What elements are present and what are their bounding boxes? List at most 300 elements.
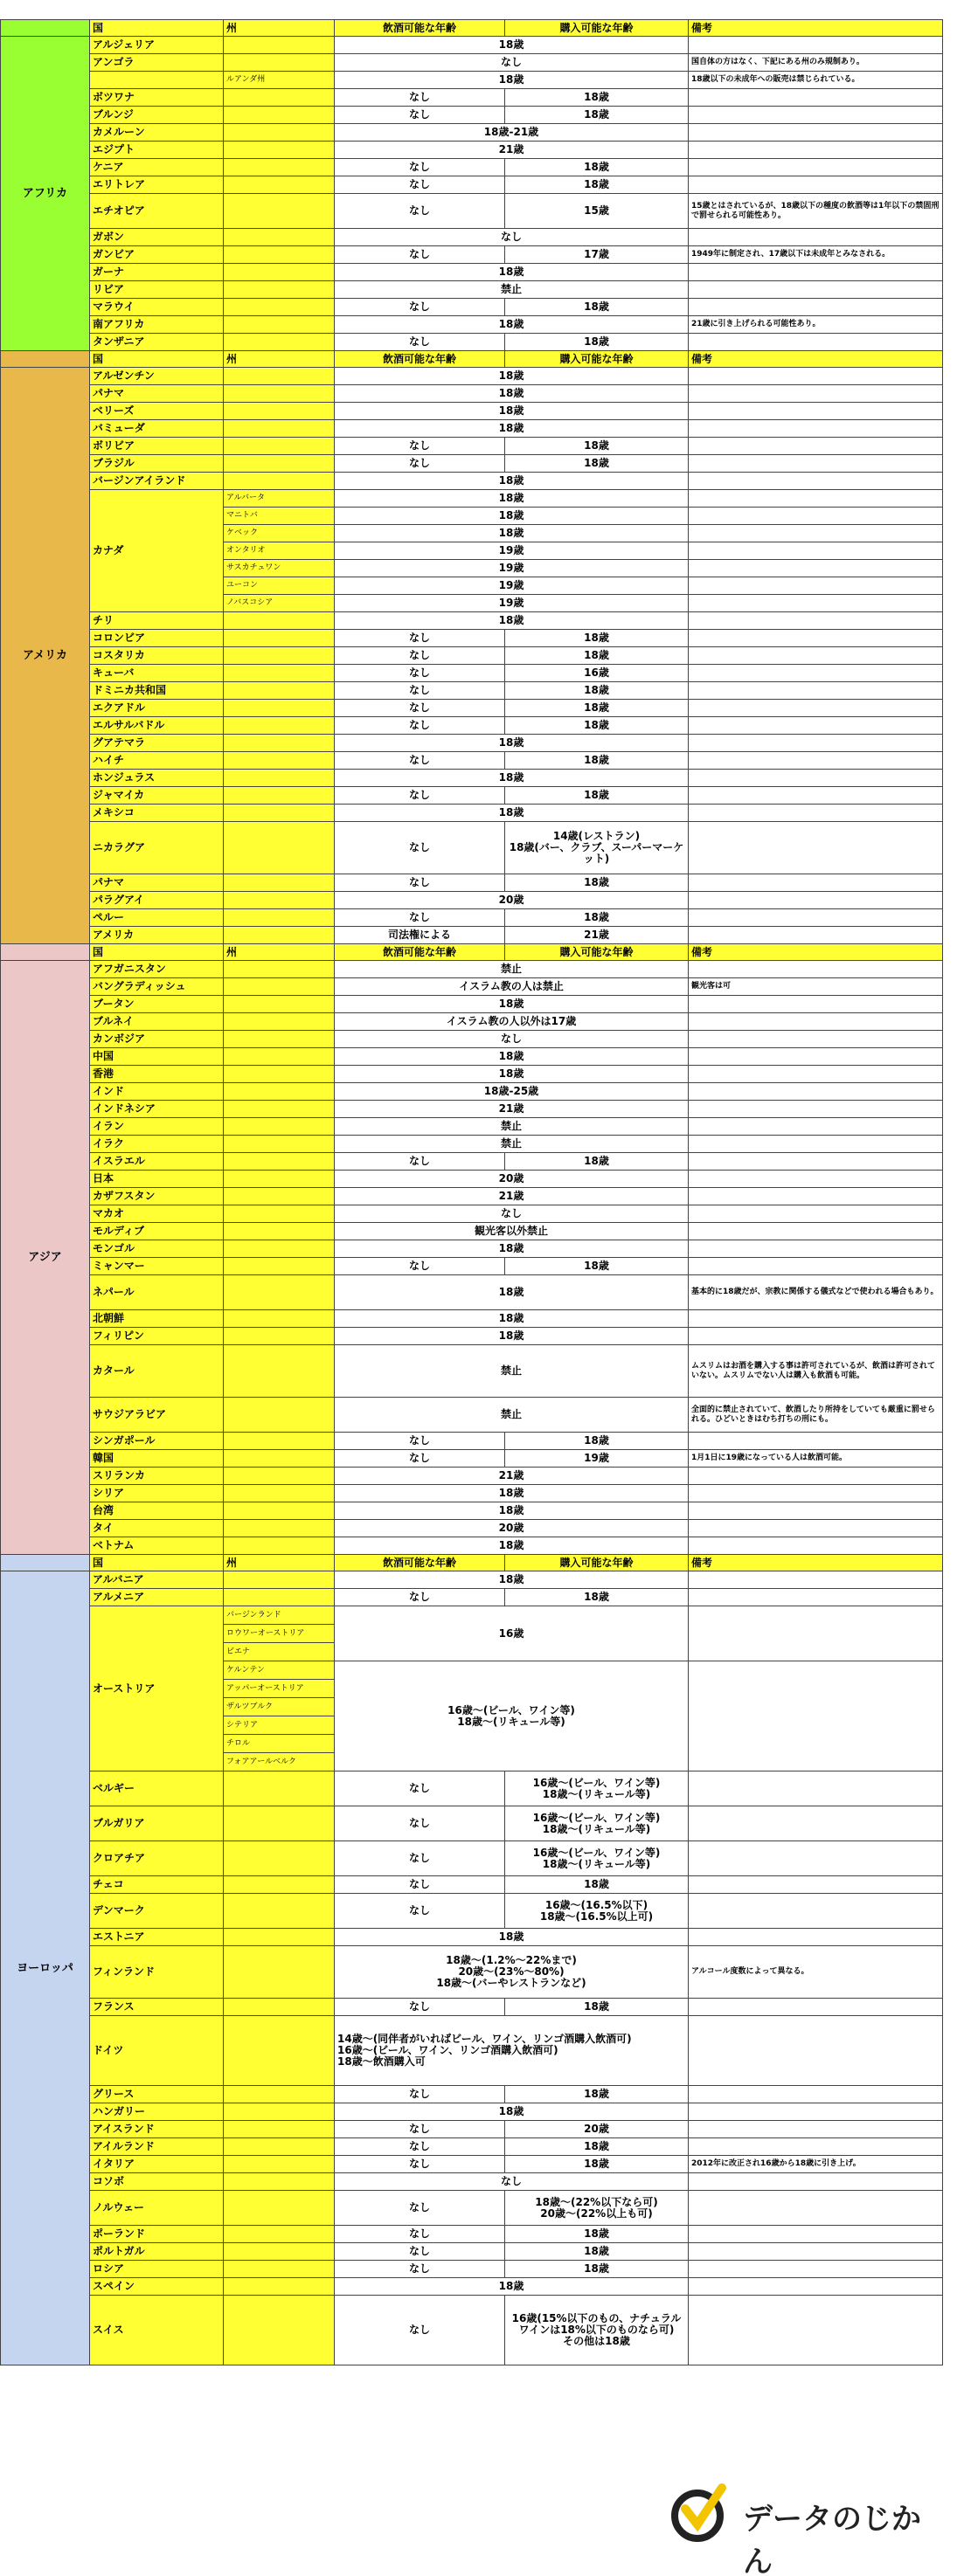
- country-name: ペルー: [90, 909, 224, 927]
- purchase-age: 18歳: [505, 1876, 689, 1894]
- country-name: イスラエル: [90, 1153, 224, 1171]
- table-row: [1, 1188, 943, 1205]
- note: [689, 2278, 943, 2296]
- country-name: パナマ: [90, 874, 224, 892]
- note: [689, 334, 943, 351]
- table-row: [1, 1240, 943, 1258]
- state-name: [224, 2173, 335, 2191]
- age-value: 18歳: [335, 1328, 689, 1345]
- country-name: ブータン: [90, 996, 224, 1013]
- table-row: [1, 1571, 943, 1589]
- state-name: [224, 717, 335, 735]
- note: 2012年に改正され16歳から18歳に引き上げ。: [689, 2156, 943, 2173]
- age-value: 禁止: [335, 1136, 689, 1153]
- note: [689, 630, 943, 647]
- age-value: 18歳: [335, 770, 689, 787]
- country-name: ボリビア: [90, 438, 224, 455]
- age-value: 18歳: [335, 805, 689, 822]
- state-name: [224, 1876, 335, 1894]
- purchase-age: 18歳: [505, 787, 689, 805]
- column-header-state: 州: [224, 944, 335, 961]
- table-row: [1, 1153, 943, 1171]
- note: [689, 2103, 943, 2121]
- drink-age: なし: [335, 176, 505, 194]
- table-row: [1, 1929, 943, 1946]
- table-row: [1, 612, 943, 630]
- note: [689, 2296, 943, 2365]
- note: [689, 37, 943, 54]
- country-name: コソボ: [90, 2173, 224, 2191]
- note: [689, 1876, 943, 1894]
- age-value: 18歳: [335, 72, 689, 89]
- country-name: シンガポール: [90, 1433, 224, 1450]
- country-name: モンゴル: [90, 1240, 224, 1258]
- note: [689, 124, 943, 142]
- state-name: ケルンテン: [224, 1661, 335, 1680]
- drink-age: なし: [335, 299, 505, 316]
- note: [689, 159, 943, 176]
- note: [689, 2138, 943, 2156]
- age-value: 18歳: [335, 1537, 689, 1555]
- state-name: [224, 665, 335, 682]
- note: [689, 1258, 943, 1275]
- table-row: [1, 2121, 943, 2138]
- note: [689, 1589, 943, 1606]
- country-name: ポルトガル: [90, 2243, 224, 2261]
- age-value: 18歳: [335, 403, 689, 420]
- note: [689, 1929, 943, 1946]
- country-name: エジプト: [90, 142, 224, 159]
- table-row: [1, 176, 943, 194]
- column-header-country: 国: [90, 351, 224, 368]
- note: [689, 961, 943, 978]
- state-name: [224, 1013, 335, 1031]
- age-value: なし: [335, 1031, 689, 1048]
- note: [689, 822, 943, 874]
- purchase-age: 18歳: [505, 438, 689, 455]
- table-row: [1, 717, 943, 735]
- note: [689, 1205, 943, 1223]
- purchase-age: 18歳: [505, 752, 689, 770]
- state-name: バージンランド: [224, 1606, 335, 1625]
- state-name: [224, 334, 335, 351]
- note: [689, 438, 943, 455]
- country-name: カンボジア: [90, 1031, 224, 1048]
- note: 観光客は可: [689, 978, 943, 996]
- state-name: [224, 1171, 335, 1188]
- purchase-age: 18歳: [505, 2156, 689, 2173]
- country-name: [90, 72, 224, 89]
- note: 21歳に引き上げられる可能性あり。: [689, 316, 943, 334]
- country-name: 香港: [90, 1066, 224, 1083]
- country-name: グリース: [90, 2086, 224, 2103]
- purchase-age: 18歳〜(22%以下なら可) 20歳〜(22%以上も可): [505, 2191, 689, 2226]
- table-row: [1, 72, 943, 89]
- purchase-age: 18歳: [505, 176, 689, 194]
- state-name: [224, 246, 335, 264]
- drink-age: なし: [335, 455, 505, 473]
- state-name: [224, 630, 335, 647]
- age-value: イスラム教の人は禁止: [335, 978, 689, 996]
- state-name: [224, 1275, 335, 1310]
- age-value: 18歳: [335, 1275, 689, 1310]
- table-row: [1, 1841, 943, 1876]
- note: [689, 1328, 943, 1345]
- country-name: ベトナム: [90, 1537, 224, 1555]
- note: [689, 1153, 943, 1171]
- state-name: [224, 2086, 335, 2103]
- country-name: エクアドル: [90, 700, 224, 717]
- table-row: [1, 1275, 943, 1310]
- state-name: [224, 229, 335, 246]
- drink-age: なし: [335, 2138, 505, 2156]
- country-name: フィンランド: [90, 1946, 224, 1999]
- table-row: [1, 89, 943, 107]
- state-name: [224, 385, 335, 403]
- note: [689, 577, 943, 595]
- country-name: チェコ: [90, 1876, 224, 1894]
- table-row: [1, 1606, 943, 1625]
- country-name: バージンアイランド: [90, 473, 224, 490]
- note: 全面的に禁止されていて、飲酒したり所持をしていても厳重に罰せられる。ひどいときはむち打ちの刑にも。: [689, 1398, 943, 1433]
- note: [689, 1520, 943, 1537]
- table-row: [1, 665, 943, 682]
- note: [689, 595, 943, 612]
- note: [689, 1606, 943, 1661]
- state-name: アルバータ: [224, 490, 335, 508]
- age-value: 18歳-21歳: [335, 124, 689, 142]
- state-name: [224, 892, 335, 909]
- country-name: エリトレア: [90, 176, 224, 194]
- table-row: [1, 1171, 943, 1188]
- note: [689, 892, 943, 909]
- country-name: アルジェリア: [90, 37, 224, 54]
- state-name: [224, 1066, 335, 1083]
- drink-age: なし: [335, 246, 505, 264]
- age-value: 観光客以外禁止: [335, 1223, 689, 1240]
- state-name: [224, 1806, 335, 1841]
- purchase-age: 16歳: [505, 665, 689, 682]
- table-row: [1, 2261, 943, 2278]
- age-value: 18歳: [335, 385, 689, 403]
- country-name: イラン: [90, 1118, 224, 1136]
- age-value: 18歳: [335, 508, 689, 525]
- age-value: 21歳: [335, 1188, 689, 1205]
- table-row: [1, 1328, 943, 1345]
- country-name: グアテマラ: [90, 735, 224, 752]
- note: [689, 542, 943, 560]
- country-name: スペイン: [90, 2278, 224, 2296]
- table-row: [1, 1205, 943, 1223]
- state-name: [224, 1450, 335, 1468]
- country-name: ポーランド: [90, 2226, 224, 2243]
- country-name: パラグアイ: [90, 892, 224, 909]
- state-name: [224, 1771, 335, 1806]
- column-header-note: 備考: [689, 351, 943, 368]
- note: [689, 490, 943, 508]
- purchase-age: 18歳: [505, 2138, 689, 2156]
- note: [689, 996, 943, 1013]
- age-value: 19歳: [335, 542, 689, 560]
- state-name: フォアアールベルク: [224, 1753, 335, 1771]
- age-value: 19歳: [335, 560, 689, 577]
- country-name: 北朝鮮: [90, 1310, 224, 1328]
- note: [689, 2086, 943, 2103]
- state-name: [224, 89, 335, 107]
- age-value: 18歳: [335, 1240, 689, 1258]
- column-header-buy: 購入可能な年齢: [505, 944, 689, 961]
- purchase-age: 18歳: [505, 2243, 689, 2261]
- purchase-age: 18歳: [505, 89, 689, 107]
- country-name: スリランカ: [90, 1468, 224, 1485]
- note: [689, 2016, 943, 2086]
- state-name: [224, 682, 335, 700]
- country-name: マラウイ: [90, 299, 224, 316]
- column-header-drink: 飲酒可能な年齢: [335, 20, 505, 37]
- age-value: 18歳: [335, 735, 689, 752]
- table-row: [1, 403, 943, 420]
- country-name: ハイチ: [90, 752, 224, 770]
- state-name: [224, 107, 335, 124]
- note: [689, 473, 943, 490]
- note: [689, 1571, 943, 1589]
- drink-age: なし: [335, 1589, 505, 1606]
- column-header-buy: 購入可能な年齢: [505, 1555, 689, 1571]
- table-row: [1, 438, 943, 455]
- purchase-age: 18歳: [505, 107, 689, 124]
- state-name: [224, 455, 335, 473]
- table-row: [1, 159, 943, 176]
- state-name: [224, 2156, 335, 2173]
- state-name: [224, 1205, 335, 1223]
- country-name: バングラディッシュ: [90, 978, 224, 996]
- country-name: 韓国: [90, 1450, 224, 1468]
- table-row: [1, 1589, 943, 1606]
- note: [689, 770, 943, 787]
- age-value: なし: [335, 229, 689, 246]
- state-name: [224, 124, 335, 142]
- state-name: [224, 1841, 335, 1876]
- table-row: [1, 2103, 943, 2121]
- purchase-age: 18歳: [505, 1258, 689, 1275]
- column-header-drink: 飲酒可能な年齢: [335, 944, 505, 961]
- age-value: 18歳: [335, 316, 689, 334]
- drink-age: なし: [335, 2191, 505, 2226]
- column-header-state: 州: [224, 1555, 335, 1571]
- note: [689, 229, 943, 246]
- note: [689, 1841, 943, 1876]
- state-name: サスカチュワン: [224, 560, 335, 577]
- header-row: [1, 944, 943, 961]
- state-name: [224, 194, 335, 229]
- state-name: シテリア: [224, 1716, 335, 1735]
- state-name: [224, 1136, 335, 1153]
- age-value: 20歳: [335, 1520, 689, 1537]
- purchase-age: 18歳: [505, 299, 689, 316]
- table-row: [1, 1806, 943, 1841]
- note: [689, 752, 943, 770]
- note: [689, 1433, 943, 1450]
- age-value: 14歳〜(同伴者がいればビール、ワイン、リンゴ酒購入飲酒可) 16歳〜(ビール、ワイン、リンゴ酒購入飲酒可) 18歳〜飲酒購入可: [335, 2016, 689, 2086]
- state-name: ロウワーオーストリア: [224, 1625, 335, 1643]
- purchase-age: 18歳: [505, 455, 689, 473]
- state-name: オンタリオ: [224, 542, 335, 560]
- state-name: [224, 822, 335, 874]
- state-name: [224, 770, 335, 787]
- state-name: [224, 420, 335, 438]
- country-name: エストニア: [90, 1929, 224, 1946]
- region-label: アジア: [1, 961, 90, 1555]
- column-header-note: 備考: [689, 1555, 943, 1571]
- drink-age: なし: [335, 1433, 505, 1450]
- country-name: カザフスタン: [90, 1188, 224, 1205]
- purchase-age: 18歳: [505, 647, 689, 665]
- column-header-drink: 飲酒可能な年齢: [335, 1555, 505, 1571]
- note: [689, 2261, 943, 2278]
- purchase-age: 16歳〜(16.5%以下) 18歳〜(16.5%以上可): [505, 1894, 689, 1929]
- region-header-blank: [1, 20, 90, 37]
- note: [689, 1310, 943, 1328]
- state-name: [224, 961, 335, 978]
- table-row: [1, 246, 943, 264]
- table-row: [1, 1101, 943, 1118]
- age-value: 18歳: [335, 1502, 689, 1520]
- table-row: [1, 368, 943, 385]
- state-name: [224, 909, 335, 927]
- age-value: 18歳: [335, 37, 689, 54]
- note: [689, 420, 943, 438]
- table-row: [1, 299, 943, 316]
- table-row: [1, 647, 943, 665]
- age-value: 18歳: [335, 1571, 689, 1589]
- age-value: 禁止: [335, 281, 689, 299]
- state-name: [224, 1258, 335, 1275]
- table-row: [1, 2191, 943, 2226]
- drink-age: なし: [335, 665, 505, 682]
- age-value: 18歳〜(1.2%〜22%まで) 20歳〜(23%〜80%) 18歳〜(バーやレストランなど): [335, 1946, 689, 1999]
- drink-age: なし: [335, 89, 505, 107]
- note: [689, 1048, 943, 1066]
- country-name: チリ: [90, 612, 224, 630]
- table-row: [1, 2296, 943, 2365]
- table-row: [1, 1258, 943, 1275]
- country-name: アルゼンチン: [90, 368, 224, 385]
- note: [689, 1240, 943, 1258]
- age-value: イスラム教の人以外は17歳: [335, 1013, 689, 1031]
- country-name: アフガニスタン: [90, 961, 224, 978]
- table-row: [1, 700, 943, 717]
- purchase-age: 18歳: [505, 700, 689, 717]
- note: 15歳とはされているが、18歳以下の種度の飲酒等は1年以下の禁固刑で罰せられる可能性あり。: [689, 194, 943, 229]
- purchase-age: 18歳: [505, 1153, 689, 1171]
- country-name: 中国: [90, 1048, 224, 1066]
- table-row: [1, 1345, 943, 1398]
- country-name: インド: [90, 1083, 224, 1101]
- table-row: [1, 2016, 943, 2086]
- age-value: 18歳: [335, 525, 689, 542]
- note: [689, 2191, 943, 2226]
- country-name: ジャマイカ: [90, 787, 224, 805]
- state-name: [224, 2296, 335, 2365]
- table-row: [1, 385, 943, 403]
- age-value: 20歳: [335, 892, 689, 909]
- purchase-age: 19歳: [505, 1450, 689, 1468]
- drink-age: なし: [335, 2086, 505, 2103]
- state-name: [224, 1048, 335, 1066]
- purchase-age: 18歳: [505, 1433, 689, 1450]
- age-value: 18歳: [335, 1048, 689, 1066]
- note: [689, 176, 943, 194]
- state-name: [224, 647, 335, 665]
- age-value: 18歳: [335, 264, 689, 281]
- country-name: ニカラグア: [90, 822, 224, 874]
- note: [689, 700, 943, 717]
- table-row: [1, 1450, 943, 1468]
- note: 1949年に制定され、17歳以下は未成年とみなされる。: [689, 246, 943, 264]
- table-row: [1, 1520, 943, 1537]
- region-header-blank: [1, 1555, 90, 1571]
- state-name: [224, 473, 335, 490]
- note: [689, 1171, 943, 1188]
- age-value: 18歳: [335, 368, 689, 385]
- country-name: エチオピア: [90, 194, 224, 229]
- country-name: 台湾: [90, 1502, 224, 1520]
- drink-age: なし: [335, 1450, 505, 1468]
- state-name: [224, 978, 335, 996]
- column-header-note: 備考: [689, 20, 943, 37]
- country-name: アンゴラ: [90, 54, 224, 72]
- country-name: カメルーン: [90, 124, 224, 142]
- state-name: マニトバ: [224, 508, 335, 525]
- purchase-age: 18歳: [505, 909, 689, 927]
- note: [689, 368, 943, 385]
- note: [689, 717, 943, 735]
- drink-age: なし: [335, 682, 505, 700]
- note: ムスリムはお酒を購入する事は許可されているが、飲酒は許可されていない。ムスリムでない人は購入も飲酒も可能。: [689, 1345, 943, 1398]
- country-name: メキシコ: [90, 805, 224, 822]
- state-name: [224, 1398, 335, 1433]
- table-row: [1, 1433, 943, 1450]
- country-name: 南アフリカ: [90, 316, 224, 334]
- country-name: フィリピン: [90, 1328, 224, 1345]
- state-name: [224, 1083, 335, 1101]
- state-name: [224, 159, 335, 176]
- state-name: [224, 1946, 335, 1999]
- state-name: ノバスコシア: [224, 595, 335, 612]
- drink-age: なし: [335, 909, 505, 927]
- note: [689, 2121, 943, 2138]
- table-row: [1, 1066, 943, 1083]
- drink-age: なし: [335, 1258, 505, 1275]
- age-value: なし: [335, 2173, 689, 2191]
- country-name: デンマーク: [90, 1894, 224, 1929]
- age-value: 18歳: [335, 612, 689, 630]
- purchase-age: 16歳〜(ビール、ワイン等) 18歳〜(リキュール等): [505, 1841, 689, 1876]
- table-row: [1, 1398, 943, 1433]
- country-name: ケニア: [90, 159, 224, 176]
- table-row: [1, 2243, 943, 2261]
- state-name: ザルツブルク: [224, 1698, 335, 1716]
- drink-age: なし: [335, 700, 505, 717]
- note: アルコール度数によって異なる。: [689, 1946, 943, 1999]
- country-name: ベルギー: [90, 1771, 224, 1806]
- state-name: [224, 1118, 335, 1136]
- drink-age: なし: [335, 717, 505, 735]
- note: [689, 1066, 943, 1083]
- state-name: [224, 1485, 335, 1502]
- note: [689, 1537, 943, 1555]
- drink-age: なし: [335, 2156, 505, 2173]
